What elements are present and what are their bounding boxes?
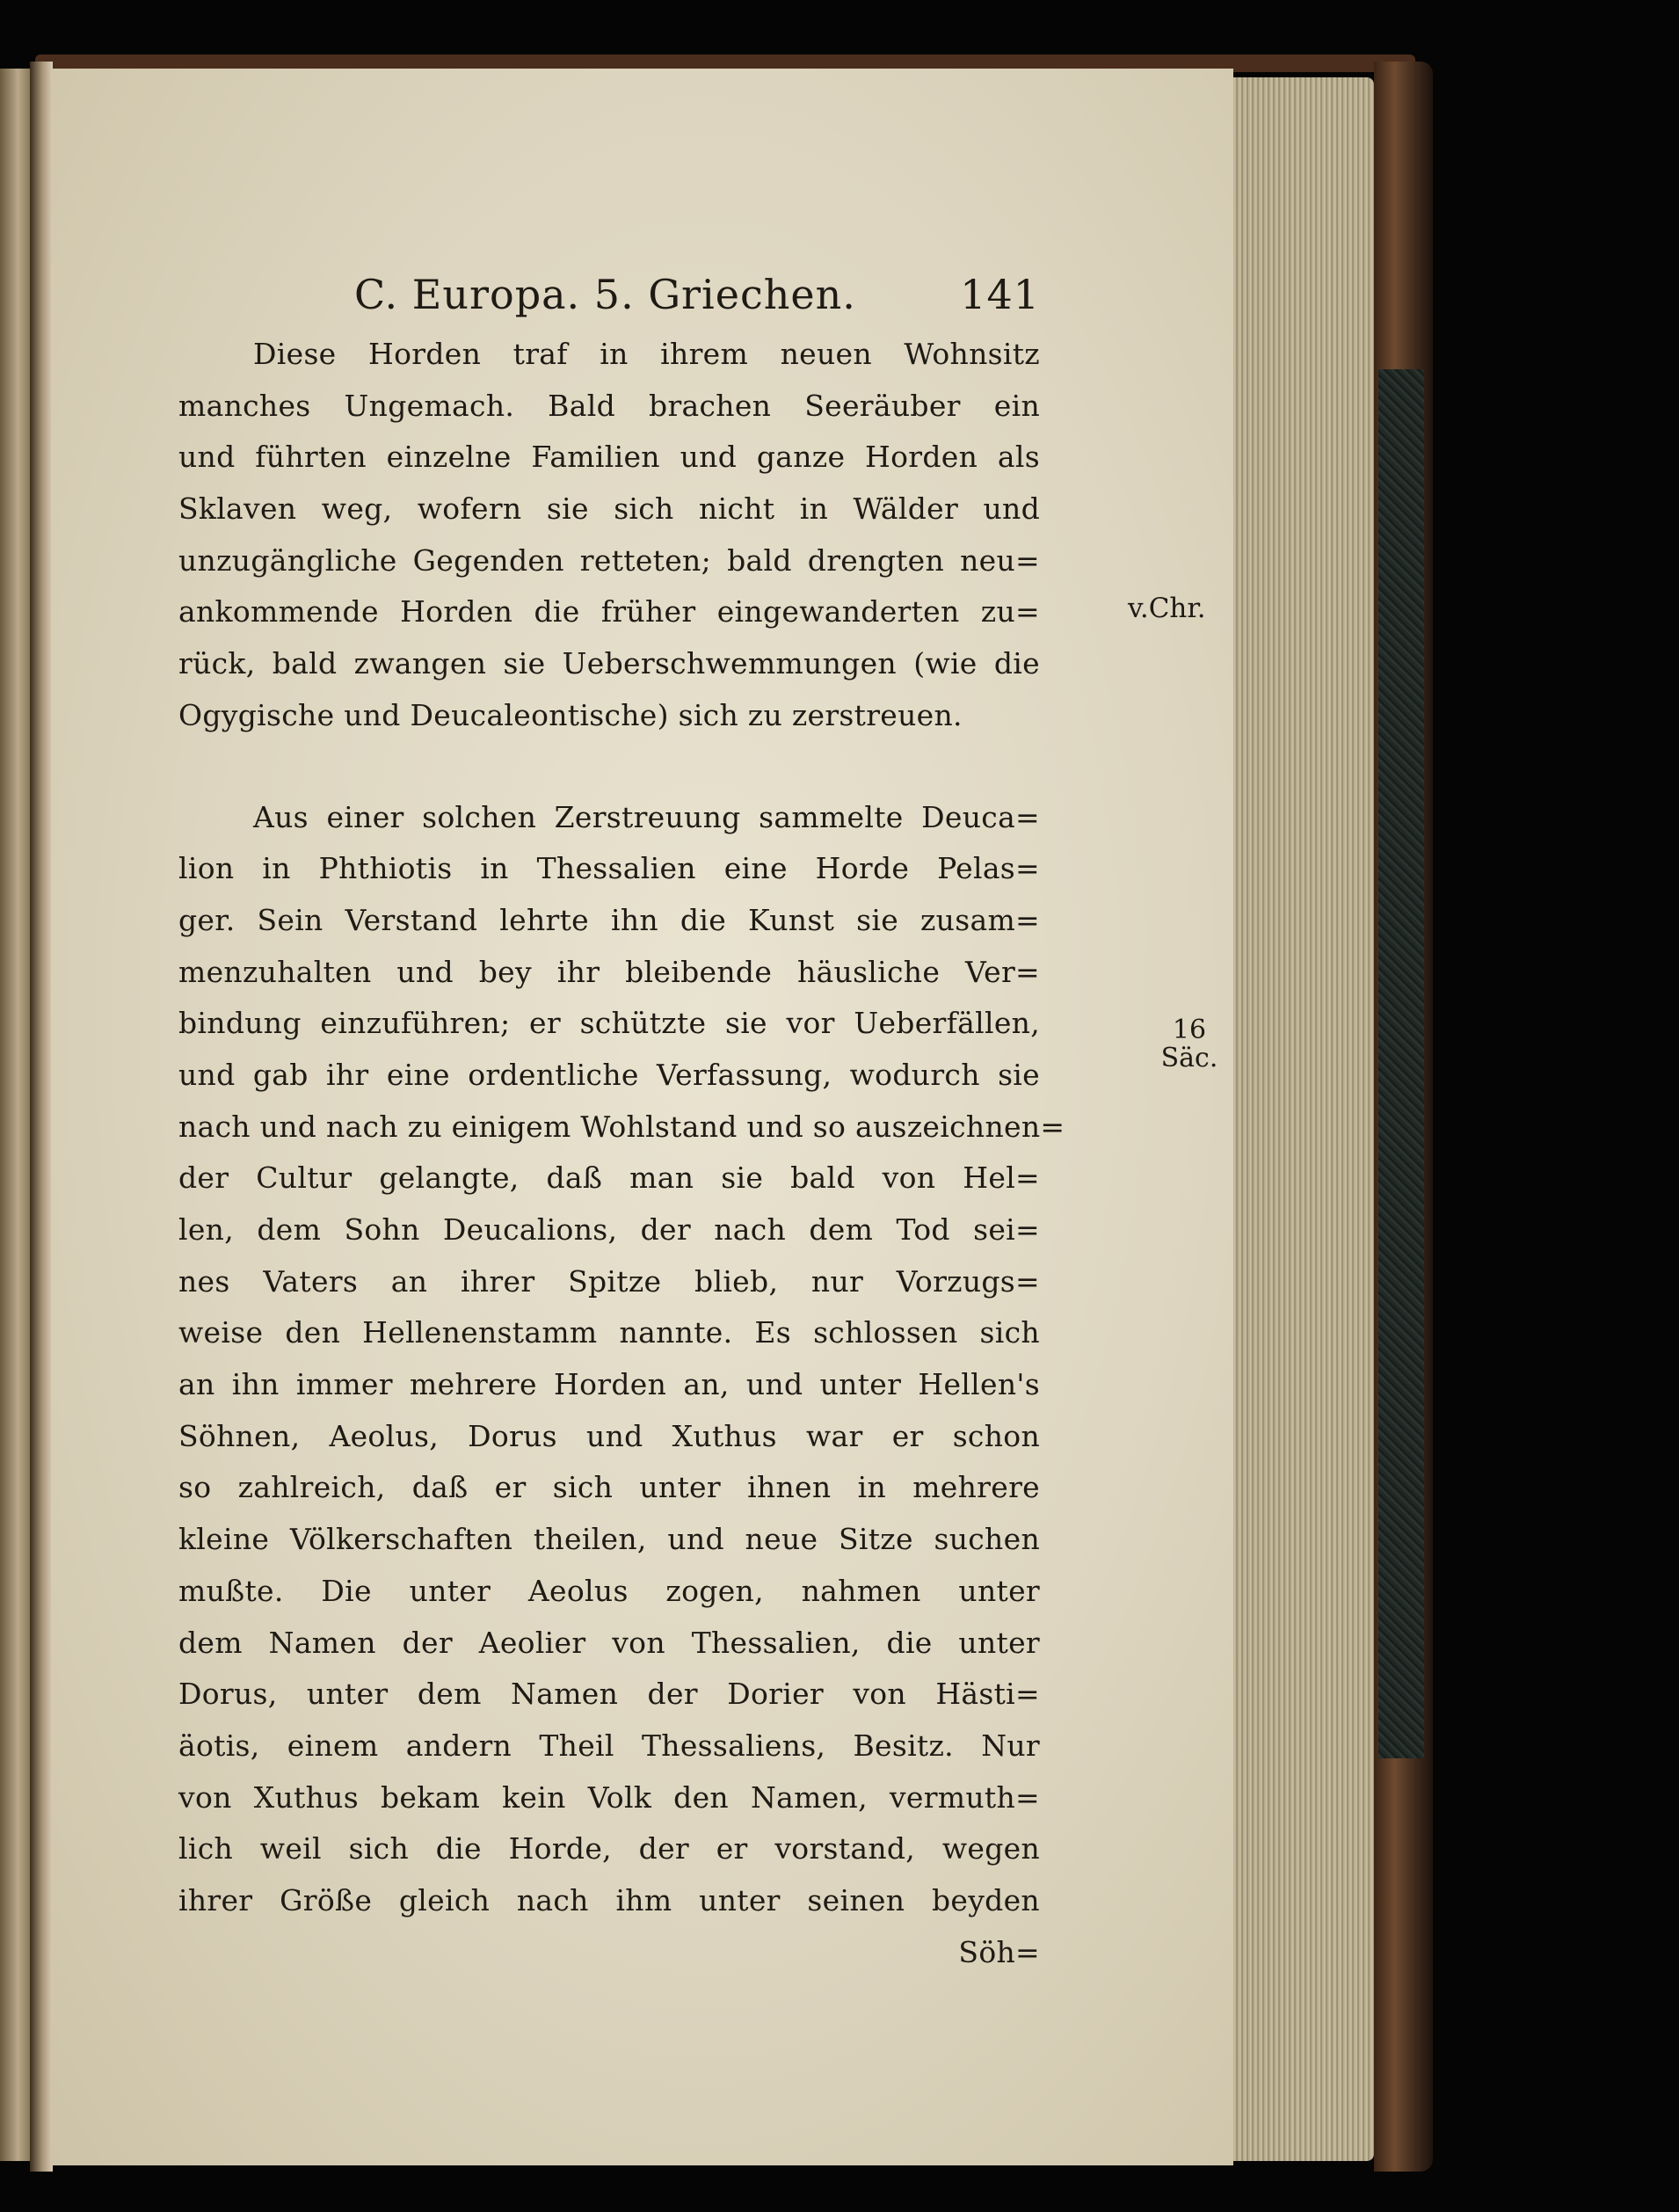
text-line: Diese Horden traf in ihrem neuen Wohnsitz bbox=[253, 337, 1040, 371]
text-line: menzuhalten und bey ihr bleibende häusliche Ver= bbox=[178, 954, 1040, 989]
text-block bbox=[178, 260, 1218, 1978]
margin-note-century bbox=[1159, 1016, 1220, 1073]
paragraph-2 bbox=[178, 792, 1065, 1927]
text-line: ankommende Horden die früher eingewanderten zu= bbox=[178, 594, 1040, 629]
text-line: Sklaven weg, wofern sie sich nicht in Wälder und bbox=[178, 491, 1040, 527]
text-line: nach und nach zu einigem Wohlstand und so auszeichnen= bbox=[178, 1109, 1065, 1144]
text-line: Ogygische und Deucaleontische) sich zu zerstreuen. bbox=[178, 697, 963, 732]
text-line: Aus einer solchen Zerstreuung sammelte Deuca= bbox=[253, 799, 1040, 834]
text-line: len, dem Sohn Deucalions, der nach dem Tod sei= bbox=[178, 1212, 1040, 1247]
text-line: der Cultur gelangte, daß man sie bald von Hel= bbox=[178, 1161, 1040, 1196]
text-line: lion in Phthiotis in Thessalien eine Horde Pelas= bbox=[178, 851, 1040, 886]
text-line: manches Ungemach. Bald brachen Seeräuber ein bbox=[178, 388, 1040, 423]
text-line: unzugängliche Gegenden retteten; bald drengten neu= bbox=[178, 542, 1040, 578]
text-line: und gab ihr eine ordentliche Verfassung, wodurch sie bbox=[178, 1057, 1040, 1092]
page-block-edges bbox=[1233, 77, 1374, 2161]
text-line: dem Namen der Aeolier von Thessalien, die unter bbox=[178, 1625, 1040, 1660]
text-line: rück, bald zwangen sie Ueberschwemmungen (wie die bbox=[178, 646, 1040, 681]
text-line: mußte. Die unter Aeolus zogen, nahmen unter bbox=[178, 1573, 1040, 1608]
book-gutter bbox=[30, 62, 53, 2172]
margin-note-century-abbrev: Säc. bbox=[1160, 1043, 1218, 1073]
text-line: an ihn immer mehrere Horden an, und unter Hellen's bbox=[178, 1367, 1040, 1402]
text-line: ihrer Größe gleich nach ihm unter seinen beyden bbox=[178, 1882, 1040, 1917]
text-line: weise den Hellenenstamm nannte. Es schlossen sich bbox=[178, 1315, 1040, 1350]
text-line: nes Vaters an ihrer Spitze blieb, nur Vorzugs= bbox=[178, 1263, 1040, 1299]
text-line: bindung einzuführen; er schützte sie vor Ueberfällen, bbox=[178, 1006, 1040, 1041]
text-line: lich weil sich die Horde, der er vorstand, wegen bbox=[178, 1831, 1040, 1866]
text-line: und führten einzelne Familien und ganze Horden als bbox=[178, 440, 1040, 475]
margin-note-date-era: v.Chr. bbox=[1128, 593, 1206, 624]
paragraph-1 bbox=[178, 329, 1040, 742]
facing-page-edge bbox=[0, 69, 30, 2161]
text-line: kleine Völkerschaften theilen, und neue Sitze suchen bbox=[178, 1522, 1040, 1557]
text-line: von Xuthus bekam kein Volk den Namen, vermuth= bbox=[178, 1779, 1040, 1815]
paragraph-spacing bbox=[178, 742, 1040, 792]
text-line: ger. Sein Verstand lehrte ihn die Kunst sie zusam= bbox=[178, 902, 1040, 937]
page-number: 141 bbox=[960, 271, 1040, 318]
text-line: so zahlreich, daß er sich unter ihnen in mehrere bbox=[178, 1470, 1040, 1505]
catchword: Söh= bbox=[958, 1934, 1040, 1969]
text-line: äotis, einem andern Theil Thessaliens, Besitz. Nur bbox=[178, 1728, 1040, 1763]
marbled-cover-panel bbox=[1378, 369, 1424, 1758]
margin-note-century-number: 16 bbox=[1172, 1015, 1207, 1045]
text-line: Söhnen, Aeolus, Dorus und Xuthus war er schon bbox=[178, 1418, 1040, 1453]
running-header bbox=[178, 260, 1040, 329]
page bbox=[51, 69, 1233, 2165]
running-title: C. Europa. 5. Griechen. bbox=[354, 271, 856, 318]
text-line: Dorus, unter dem Namen der Dorier von Hästi= bbox=[178, 1677, 1040, 1712]
